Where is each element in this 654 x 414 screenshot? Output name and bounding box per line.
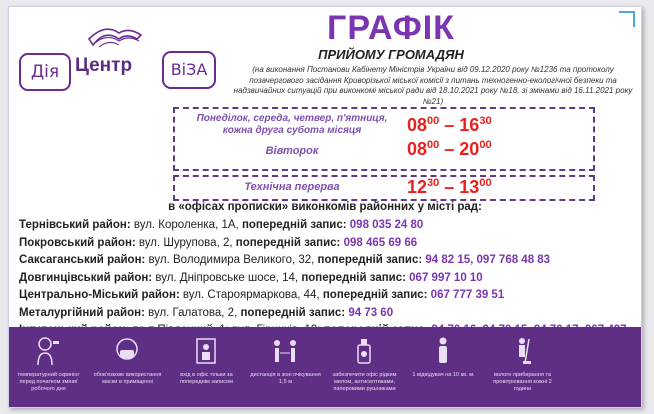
rule-distance: дистанція в зоні очікування 1,5 м (246, 327, 325, 407)
district-address: вул. Дніпровське шосе, 14, (152, 271, 302, 284)
district-phone: 94 82 15, 097 768 48 83 (422, 254, 551, 266)
district-name: Покровський район: (19, 236, 136, 249)
safety-rules-footer (9, 327, 641, 407)
schedule-tuesday: Вівторок (265, 145, 319, 157)
distance-icon (272, 335, 298, 367)
appointment-label: попередній запис: (317, 254, 423, 266)
district-row (19, 270, 631, 288)
page-title: ГРАФІК (327, 9, 455, 47)
days-line-1: Понеділок, середа, четвер, п'ятниця, (196, 113, 388, 124)
district-address: вул. Галатова, 2, (144, 306, 241, 319)
visitor-limit-icon (430, 335, 456, 367)
face-mask-icon (114, 335, 140, 367)
book-logo-icon (85, 19, 145, 53)
technical-break-label: Технічна перерва (244, 181, 340, 193)
district-address: вул. Шурупова, 2, (135, 236, 236, 249)
district-phone: 098 465 69 66 (340, 236, 418, 249)
district-phone: 098 035 24 80 (346, 219, 424, 231)
appointment-label: попередній запис: (235, 236, 341, 249)
district-address: вул. Володимира Великого, 32, (145, 254, 318, 266)
appointment-label: попередній запис: (241, 219, 347, 231)
schedule-box (173, 107, 595, 171)
district-name: Довгинцівський район: (19, 271, 153, 284)
corner-accent (619, 11, 635, 27)
time-range-tuesday: $08^{00} - 20^{00}$ (407, 139, 492, 159)
sanitizer-icon (351, 335, 377, 367)
decree-note: (на виконання Постанови Кабінету Міністрів України від 09.12.2020 року №1236 та протоколу позачергового засідання Криворізької міської комісії з питань техногенно-екологічної безпеки та надзвичайних ситуацій при виконкомі міської ради від 18.10.2021 року №18, зі змінами від 16.11.2021 року №21) (233, 65, 633, 106)
logo-centr: Центр (75, 55, 133, 76)
logo-dia: Дія (19, 53, 71, 91)
district-row (19, 287, 631, 305)
entry-appointment-icon (193, 335, 219, 367)
district-name: Металургійний район: (19, 306, 145, 319)
appointment-label: попередній запис: (322, 289, 428, 301)
schedule-poster (8, 6, 642, 408)
district-row (19, 252, 631, 270)
page-subtitle: ПРИЙОМУ ГРОМАДЯН (318, 47, 464, 62)
rule-appointment: вхід в офіс тільки за попереднім записом (167, 327, 246, 407)
time-range-break: $12^{30} - 13^{00}$ (407, 177, 492, 197)
district-name: Саксаганський район: (19, 254, 146, 266)
rule-cleaning: вологе прибирання та провітрювання кожні 2 години (483, 327, 562, 407)
district-row (19, 235, 631, 253)
logo-viza: ВіЗА (162, 51, 216, 89)
district-phone: 067 777 39 51 (427, 289, 505, 301)
district-address: вул. Староярмаркова, 44, (179, 289, 323, 301)
rule-sanitizer: забезпечити офіс рідким милом, антисептиками, паперовими рушниками (325, 327, 404, 407)
appointment-label: попередній запис: (301, 271, 406, 284)
district-name: Центрально-Міський район: (19, 289, 180, 301)
technical-break-box (173, 175, 595, 201)
district-name: Тернівський район: (19, 219, 131, 231)
cleaning-icon (509, 335, 535, 367)
district-phone: 94 73 60 (345, 306, 394, 319)
schedule-days (187, 113, 397, 137)
offices-title: в «офісах прописки» виконкомів районних у місті рад: (168, 201, 482, 213)
district-row (19, 305, 631, 323)
time-range-regular: $08^{00} - 16^{30}$ (407, 115, 492, 135)
days-line-2: кожна друга субота місяця (222, 125, 362, 136)
appointment-label: попередній запис: (240, 306, 346, 319)
district-row (19, 217, 631, 235)
rule-temperature: температурний скринінг перед початком зміни/робочого дня (9, 327, 88, 407)
rule-mask: обов'язкове використання маски в приміщенні (88, 327, 167, 407)
thermometer-icon (35, 335, 61, 367)
district-address: вул. Короленка, 1А, (130, 219, 242, 231)
rule-visitor-limit: 1 відвідувач на 10 кв. м. (404, 327, 483, 407)
district-phone: 067 997 10 10 (405, 271, 483, 284)
